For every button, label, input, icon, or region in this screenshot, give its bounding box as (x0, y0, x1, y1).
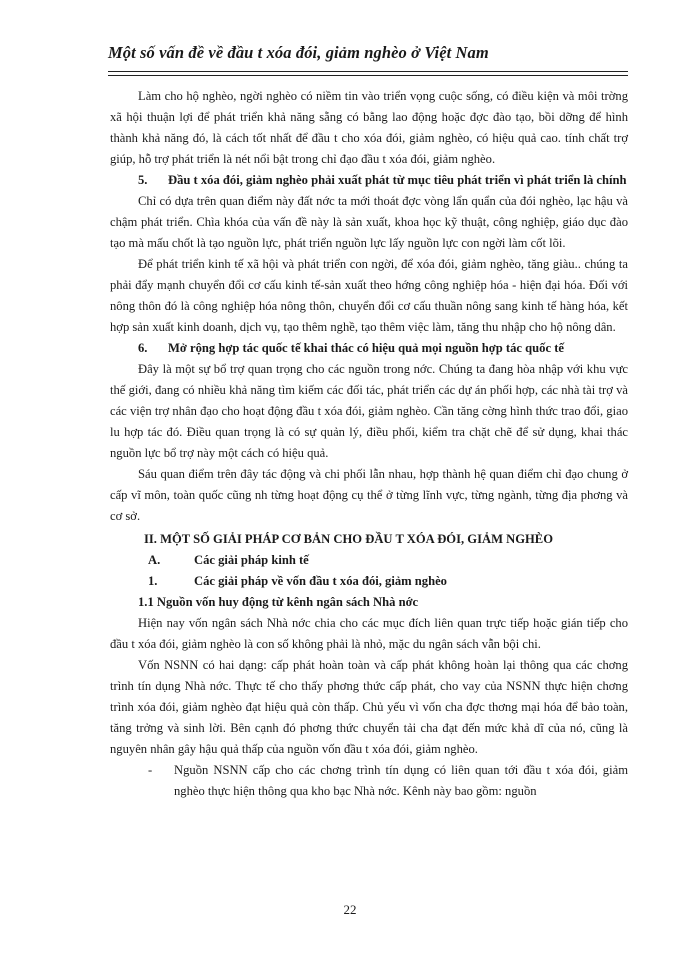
paragraph: Vốn NSNN có hai dạng: cấp phát hoàn toàn và cấp phát không hoàn lại thông qua các chơng trình tín dụng Nhà nớc. Thực tế cho thấy phơng thức cấp phát, cho vay của NSNN thực hiện chơng trình xóa đói, giảm nghèo đạt hiệu quả còn thấp. Chủ yếu vì vốn cha đợc thơng mại hóa để bảo toàn, tăng trởng và sinh lời. Bên cạnh đó phơng thức chuyển tải cha đạt đến mức khả dĩ của nó, cũng là nguyên nhân gây hậu quả thấp của nguồn vốn đầu t xóa đói, giảm nghèo. (110, 658, 628, 756)
heading-text: Đầu t xóa đói, giảm nghèo phải xuất phát từ mục tiêu phát triển vì phát triển là chính (168, 173, 627, 187)
heading-text: Mở rộng hợp tác quốc tế khai thác có hiệu quả mọi nguồn hợp tác quốc tế (168, 341, 564, 355)
heading-number: 5. (138, 173, 148, 187)
section-heading-1 (110, 571, 628, 592)
page-number: 22 (343, 902, 357, 917)
paragraph: Chỉ có dựa trên quan điểm này đất nớc ta mới thoát đợc vòng lẩn quẩn của đói nghèo, lạc hậu và chậm phát triển. Chìa khóa của vấn đề này là sản xuất, khoa học kỹ thuật, công nghiệp, giáo dục đào tạo mà mấu chốt là tạo nguồn lực, phát triển nguồn lực lấy nguồn lực con ngời làm cốt lõi. (110, 194, 628, 250)
bullet-item (110, 760, 628, 802)
heading-text: Các giải pháp kinh tế (194, 553, 309, 567)
heading-number: 1. (148, 574, 158, 588)
paragraph: Sáu quan điểm trên đây tác động và chi phối lẫn nhau, hợp thành hệ quan điểm chỉ đạo chung ở cấp vĩ môn, toàn quốc cũng nh từng hoạt động cụ thể ở từng lĩnh vực, từng ngành, từng địa phơng và cơ sở. (110, 467, 628, 523)
paragraph: Làm cho hộ nghèo, ngời nghèo có niềm tin vào triển vọng cuộc sống, có điều kiện và môi trờng xã hội thuận lợi để phát triển khả năng sẵng có bằng lao động hoặc đợc đào tạo, bồi dỡng để hình thành khả năng đó, là cách tốt nhất để đầu t cho xóa đói, giảm nghèo, có hiệu quả cao. tính chất trợ giúp, hỗ trợ phát triển là nét nổi bật trong chỉ đạo đầu t xóa đói, giảm nghèo. (110, 89, 628, 166)
header-rule-top (108, 71, 628, 72)
section-heading-5 (110, 170, 628, 191)
section-heading-6 (110, 338, 628, 359)
bullet-dash: - (148, 763, 153, 777)
subsection-heading-1-1: 1.1 Nguồn vốn huy động từ kênh ngân sách Nhà nớc (138, 595, 419, 609)
header-rule-bottom (108, 75, 628, 76)
paragraph: Để phát triển kinh tế xã hội và phát triển con ngời, để xóa đói, giảm nghèo, tăng giàu.. chúng ta phải đẩy mạnh chuyển đổi cơ cấu kinh tế-sản xuất theo hớng công nghiệp hóa - hiện đại hóa. Đối với nông thôn đó là công nghiệp hóa nông thôn, chuyển đổi cơ cấu thuần nông sang kinh tế hàng hóa, kết hợp sản xuất kinh doanh, dịch vụ, tạo thêm nghề, tạo thêm việc làm, tăng thu nhập cho hộ nông dân. (110, 257, 628, 334)
heading-number: 6. (138, 341, 148, 355)
heading-number: A. (148, 553, 161, 567)
paragraph: Hiện nay vốn ngân sách Nhà nớc chia cho các mục đích liên quan trực tiếp hoặc gián tiếp cho đầu t xóa đói, giảm nghèo là con số không phải là nhỏ, mặc du ngân sách vẫn bội chi. (110, 616, 628, 651)
body-text (110, 86, 628, 802)
paragraph: Đây là một sự bổ trợ quan trọng cho các nguồn trong nớc. Chúng ta đang hòa nhập với khu vực thế giới, đang có nhiều khả năng tìm kiếm các đối tác, phát triển các dự án phối hợp, các nhà tài trợ và các viện trợ nhân đạo cho hoạt động đầu t xóa đói, giảm nghèo. Cần tăng cờng hình thức trao đổi, giao lu hợp tác đó. Điều quan trọng là có sự quản lý, điều phối, kiểm tra chặt chẽ để sử dụng, khai thác nguồn lực bổ trợ này một cách có hiệu quả. (110, 362, 628, 460)
heading-text: Các giải pháp về vốn đầu t xóa đói, giảm nghèo (194, 574, 447, 588)
chapter-heading-ii: II. MỘT SỐ GIẢI PHÁP CƠ BẢN CHO ĐẦU T XÓA ĐÓI, GIẢM NGHÈO (144, 532, 553, 546)
section-heading-a (110, 550, 628, 571)
bullet-text: Nguồn NSNN cấp cho các chơng trình tín dụng có liên quan tới đầu t xóa đói, giảm nghèo thực hiện thông qua kho bạc Nhà nớc. Kênh này bao gồm: nguồn (174, 763, 628, 798)
running-header: Một số vấn đề về đầu t xóa đói, giảm nghèo ở Việt Nam (108, 43, 489, 62)
